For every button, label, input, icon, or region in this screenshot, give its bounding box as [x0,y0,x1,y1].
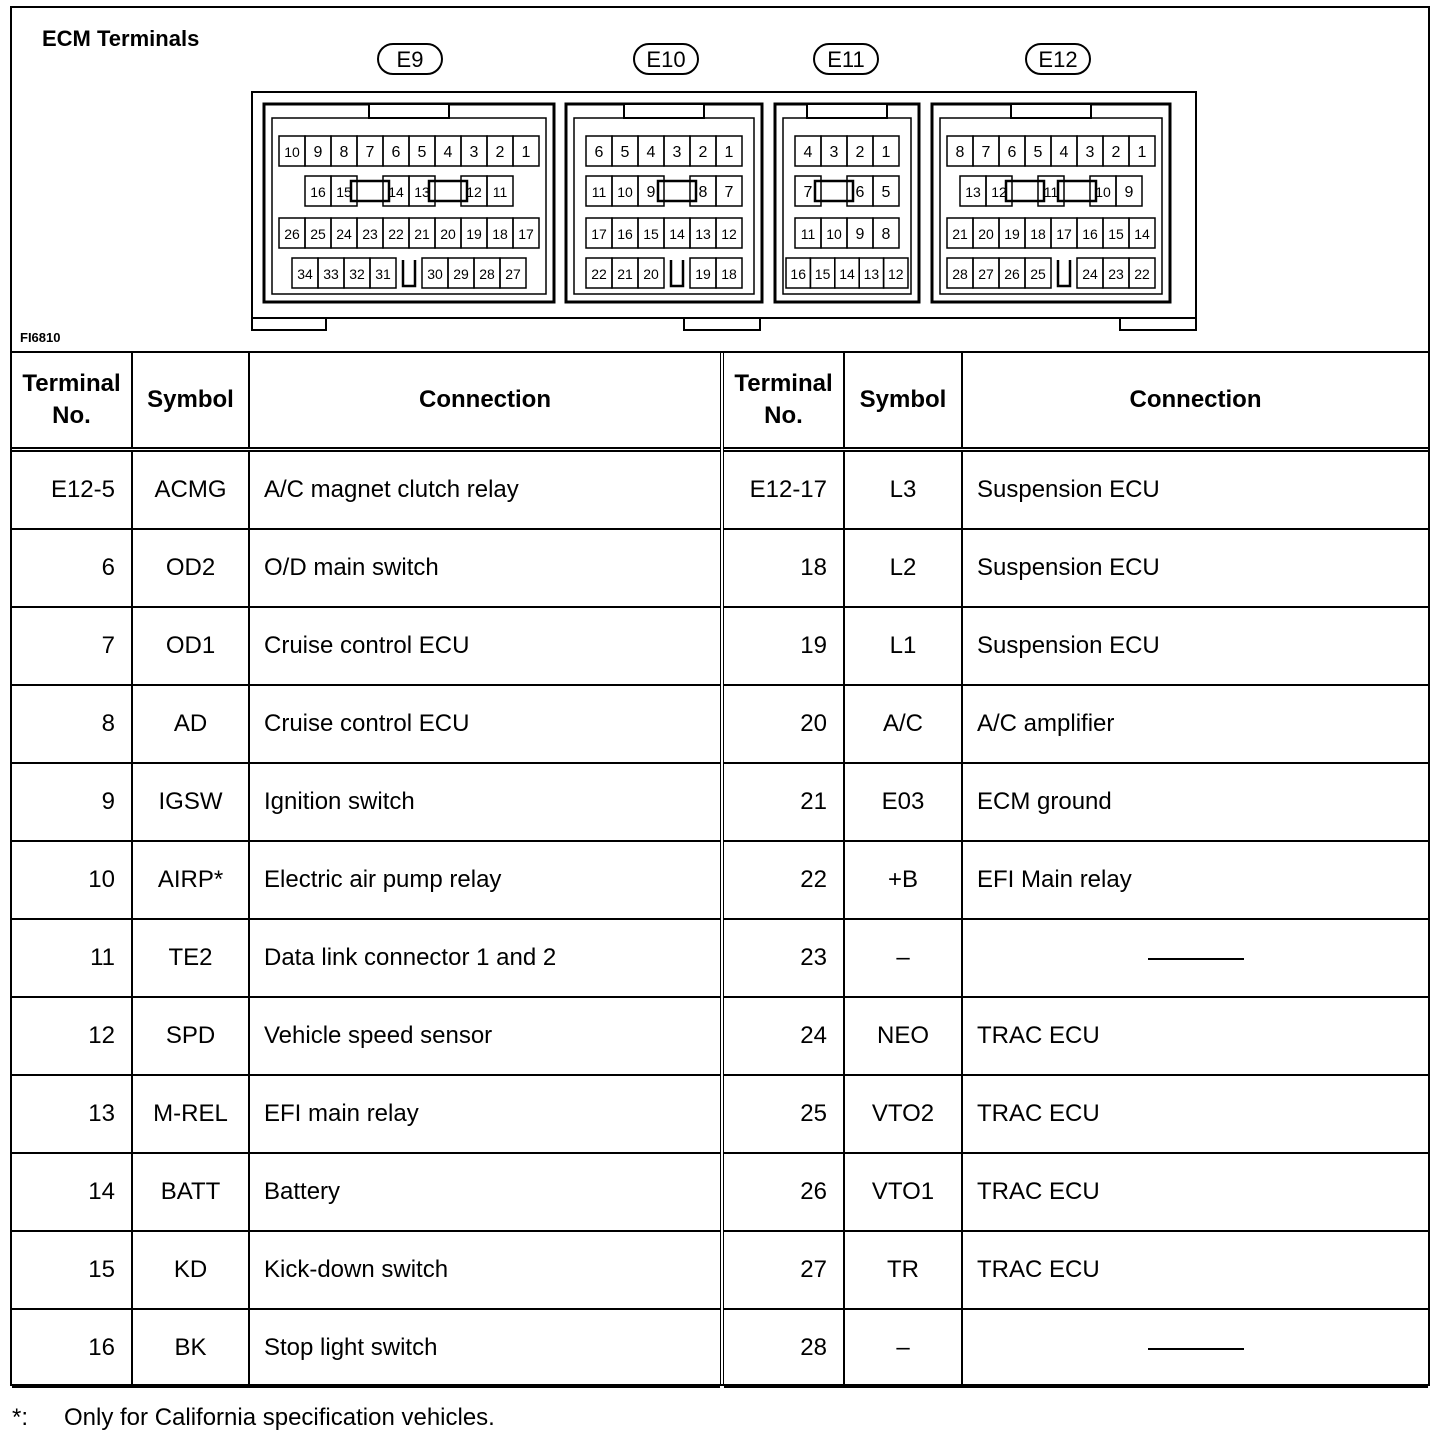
terminal-pin-number: 4 [1059,144,1069,161]
terminal-pin-number: 10 [826,226,842,242]
figure-code: FI6810 [20,330,61,345]
terminal-pin-number: 8 [339,144,349,161]
terminal-pin-number: 13 [414,184,430,200]
terminal-pin-number: 1 [1137,144,1147,161]
terminal-no-cell: 22 [724,841,844,919]
terminal-no-cell: 8 [12,685,132,763]
terminal-pin-number: 15 [814,266,831,282]
connection-cell: EFI main relay [249,1075,720,1153]
terminal-pin-number: 30 [427,266,443,282]
table-row [12,1075,720,1153]
guide-slot [671,260,683,286]
terminal-no-cell: 26 [724,1153,844,1231]
connection-cell: Vehicle speed sensor [249,997,720,1075]
connection-cell: Kick-down switch [249,1231,720,1309]
terminal-pin-number: 9 [855,226,865,243]
no-connection-dash [1148,1348,1244,1350]
table-row [724,450,1428,530]
terminal-pin-number: 15 [643,226,659,242]
table-row [724,919,1428,997]
table-header-row [724,353,1428,450]
symbol-cell: AD [132,685,249,763]
terminal-pin-number: 8 [881,226,891,243]
terminal-no-cell: 9 [12,763,132,841]
terminal-pin-number: 8 [698,184,708,201]
table-row [724,1231,1428,1309]
symbol-cell: NEO [844,997,962,1075]
terminal-pin-number: 26 [1004,266,1020,282]
header-symbol: Symbol [132,353,249,450]
terminal-no-cell: 19 [724,607,844,685]
table-row [12,529,720,607]
terminal-pin-number: 20 [978,226,994,242]
footnote-mark: *: [12,1404,29,1431]
terminal-pin-number: 26 [284,226,300,242]
symbol-cell: A/C [844,685,962,763]
connection-cell: TRAC ECU [962,1153,1428,1231]
terminal-table-right [720,353,1428,1384]
terminal-pin-number: 11 [1043,184,1059,200]
connector-key [1011,104,1091,118]
terminal-no-cell: E12-17 [724,450,844,530]
connection-cell: ECM ground [962,763,1428,841]
terminal-pin-number: 12 [721,226,737,242]
terminal-no-cell: 15 [12,1231,132,1309]
terminal-pin-number: 3 [1085,144,1095,161]
terminal-no-cell: E12-5 [12,450,132,530]
terminal-pin-number: 9 [1124,184,1134,201]
table-row [12,763,720,841]
table-row [724,841,1428,919]
terminal-pin-number: 15 [1108,226,1124,242]
terminal-pin-number: 12 [888,266,904,282]
connector-label: E9 [396,47,424,72]
connection-cell [962,919,1428,997]
terminal-pin-number: 13 [863,266,880,282]
terminal-pin-number: 16 [310,184,326,200]
symbol-cell: VTO1 [844,1153,962,1231]
housing-latch [1120,318,1196,330]
header-connection: Connection [249,353,720,450]
connector-label: E11 [827,47,865,72]
terminal-pin-number: 5 [1033,144,1043,161]
terminal-pin-number: 27 [978,266,994,282]
terminal-pin-number: 28 [952,266,968,282]
terminal-pin-number: 2 [495,144,505,161]
connector-label: E10 [646,47,686,72]
terminal-no-cell: 28 [724,1309,844,1387]
connector-label: E12 [1038,47,1078,72]
connector-E9 [264,44,554,302]
terminal-no-cell: 12 [12,997,132,1075]
header-connection: Connection [962,353,1428,450]
terminal-pin-number: 7 [365,144,375,161]
connection-cell: Electric air pump relay [249,841,720,919]
terminal-pin-number: 11 [492,184,508,200]
table-row [724,997,1428,1075]
table-header-row [12,353,720,450]
connection-cell: TRAC ECU [962,997,1428,1075]
terminal-pin-number: 19 [1004,226,1020,242]
terminal-pin-number: 19 [466,226,482,242]
terminal-pin-number: 14 [839,266,855,282]
terminal-pin-number: 5 [881,184,891,201]
connector-E10 [566,44,762,302]
terminal-pin-number: 21 [617,266,633,282]
symbol-cell: – [844,919,962,997]
connection-cell: Suspension ECU [962,607,1428,685]
terminal-no-cell: 25 [724,1075,844,1153]
terminal-pin-number: 11 [591,184,607,200]
table-row [724,1075,1428,1153]
terminal-pin-number: 12 [991,184,1007,200]
terminal-pin-number: 12 [466,184,482,200]
symbol-cell: VTO2 [844,1075,962,1153]
symbol-cell: SPD [132,997,249,1075]
connection-cell: TRAC ECU [962,1075,1428,1153]
terminal-pin-number: 14 [1134,226,1150,242]
symbol-cell: IGSW [132,763,249,841]
terminal-pin-number: 9 [646,184,656,201]
connector-housing [252,92,1196,318]
terminal-no-cell: 13 [12,1075,132,1153]
guide-slot [1058,260,1070,286]
connection-cell: Suspension ECU [962,529,1428,607]
table-row [12,685,720,763]
terminal-pin-number: 22 [1134,266,1150,282]
connection-cell [962,1309,1428,1387]
terminal-pin-number: 8 [955,144,965,161]
terminal-pin-number: 4 [646,144,656,161]
table-row [12,607,720,685]
table-row [724,1309,1428,1387]
terminal-pin-number: 23 [362,226,378,242]
terminal-table-right-grid [724,353,1428,1388]
table-row [12,1153,720,1231]
table-row [724,607,1428,685]
terminal-pin-number: 1 [521,144,531,161]
symbol-cell: OD2 [132,529,249,607]
terminal-pin-number: 3 [469,144,479,161]
terminal-no-cell: 24 [724,997,844,1075]
terminal-no-cell: 10 [12,841,132,919]
terminal-pin-number: 24 [336,226,352,242]
terminal-pin-number: 2 [855,144,865,161]
symbol-cell: TE2 [132,919,249,997]
terminal-pin-number: 6 [855,184,865,201]
symbol-cell: – [844,1309,962,1387]
terminal-pin-number: 25 [1030,266,1046,282]
terminal-pin-number: 2 [1111,144,1121,161]
connection-cell: A/C magnet clutch relay [249,450,720,530]
header-symbol: Symbol [844,353,962,450]
terminal-pin-number: 6 [1007,144,1017,161]
footnote-text: Only for California specification vehicles. [64,1404,495,1431]
connection-cell: Ignition switch [249,763,720,841]
table-row [12,1309,720,1387]
symbol-cell: +B [844,841,962,919]
no-connection-dash [1148,958,1244,960]
symbol-cell: E03 [844,763,962,841]
terminal-table-left [12,353,720,1384]
terminal-pin-number: 7 [803,184,813,201]
terminal-pin-number: 21 [414,226,430,242]
terminal-pin-number: 13 [965,184,981,200]
terminal-no-cell: 20 [724,685,844,763]
terminal-pin-number: 31 [375,266,391,282]
connection-cell: Cruise control ECU [249,607,720,685]
symbol-cell: AIRP* [132,841,249,919]
terminal-pin-number: 4 [443,144,453,161]
table-row [724,685,1428,763]
terminal-pin-number: 7 [981,144,991,161]
connector-key [369,104,449,118]
terminal-table-left-grid [12,353,720,1388]
terminal-pin-number: 10 [1095,184,1111,200]
symbol-cell: M-REL [132,1075,249,1153]
connection-cell: Cruise control ECU [249,685,720,763]
terminal-pin-number: 6 [594,144,604,161]
connector-diagram-area [12,8,1428,353]
terminal-pin-number: 34 [297,266,313,282]
table-row [724,763,1428,841]
terminal-pin-number: 18 [492,226,508,242]
connection-cell: Stop light switch [249,1309,720,1387]
terminal-pin-number: 28 [479,266,495,282]
connector-E11 [775,44,919,302]
terminal-pin-number: 20 [440,226,456,242]
terminal-pin-number: 2 [698,144,708,161]
connection-cell: O/D main switch [249,529,720,607]
terminal-pin-number: 22 [591,266,607,282]
terminal-pin-number: 32 [349,266,365,282]
terminal-pin-number: 17 [591,226,607,242]
connection-cell: EFI Main relay [962,841,1428,919]
terminal-no-cell: 21 [724,763,844,841]
connector-key [807,104,887,118]
symbol-cell: BK [132,1309,249,1387]
table-row [724,1153,1428,1231]
terminal-pin-number: 1 [724,144,734,161]
terminal-pin-number: 22 [388,226,404,242]
terminal-pin-number: 23 [1108,266,1124,282]
terminal-no-cell: 27 [724,1231,844,1309]
connection-cell: Battery [249,1153,720,1231]
terminal-pin-number: 10 [284,144,300,160]
symbol-cell: L2 [844,529,962,607]
terminal-pin-number: 27 [505,266,521,282]
diagram-title: ECM Terminals [42,26,200,51]
terminal-pin-number: 21 [952,226,968,242]
table-row [724,529,1428,607]
terminal-pin-number: 17 [1056,226,1072,242]
terminal-pin-number: 29 [453,266,469,282]
table-row [12,450,720,530]
footnote [12,1404,495,1432]
terminal-pin-number: 18 [1030,226,1046,242]
terminal-pin-number: 11 [800,226,816,242]
terminal-pin-number: 33 [323,266,339,282]
connector-E12 [932,44,1170,302]
header-terminal-no: Terminal No. [12,353,132,450]
table-row [12,1231,720,1309]
connection-cell: Suspension ECU [962,450,1428,530]
terminal-no-cell: 16 [12,1309,132,1387]
terminal-no-cell: 7 [12,607,132,685]
symbol-cell: L1 [844,607,962,685]
symbol-cell: L3 [844,450,962,530]
housing-latch [684,318,760,330]
symbol-cell: ACMG [132,450,249,530]
terminal-pin-number: 5 [417,144,427,161]
terminal-pin-number: 16 [790,266,806,282]
connection-cell: TRAC ECU [962,1231,1428,1309]
terminal-pin-number: 24 [1082,266,1098,282]
terminal-no-cell: 18 [724,529,844,607]
document-frame [10,6,1430,1386]
symbol-cell: TR [844,1231,962,1309]
terminal-pin-number: 16 [617,226,633,242]
terminal-pin-number: 25 [310,226,326,242]
terminal-pin-number: 10 [617,184,633,200]
table-row [12,841,720,919]
symbol-cell: KD [132,1231,249,1309]
symbol-cell: BATT [132,1153,249,1231]
terminal-pin-number: 5 [620,144,630,161]
connector-key [624,104,704,118]
connection-cell: A/C amplifier [962,685,1428,763]
terminal-pin-number: 3 [829,144,839,161]
terminal-pin-number: 19 [695,266,711,282]
terminal-pin-number: 17 [518,226,534,242]
connection-cell: Data link connector 1 and 2 [249,919,720,997]
terminal-no-cell: 23 [724,919,844,997]
terminal-pin-number: 18 [721,266,737,282]
terminal-pin-number: 16 [1082,226,1098,242]
terminal-pin-number: 14 [669,226,685,242]
guide-slot [403,260,415,286]
terminal-no-cell: 6 [12,529,132,607]
terminal-pin-number: 3 [672,144,682,161]
terminal-pin-number: 9 [313,144,323,161]
terminal-no-cell: 14 [12,1153,132,1231]
terminal-pin-number: 6 [391,144,401,161]
header-terminal-no: Terminal No. [724,353,844,450]
terminal-pin-number: 15 [336,184,352,200]
table-row [12,997,720,1075]
terminal-pin-number: 7 [724,184,734,201]
terminal-pin-number: 20 [643,266,659,282]
terminal-pin-number: 13 [695,226,711,242]
ecm-connectors-diagram [12,8,1428,351]
housing-latch [252,318,326,330]
terminal-pin-number: 4 [803,144,813,161]
terminal-no-cell: 11 [12,919,132,997]
terminal-pin-number: 1 [881,144,891,161]
table-row [12,919,720,997]
symbol-cell: OD1 [132,607,249,685]
terminal-pin-number: 14 [388,184,404,200]
